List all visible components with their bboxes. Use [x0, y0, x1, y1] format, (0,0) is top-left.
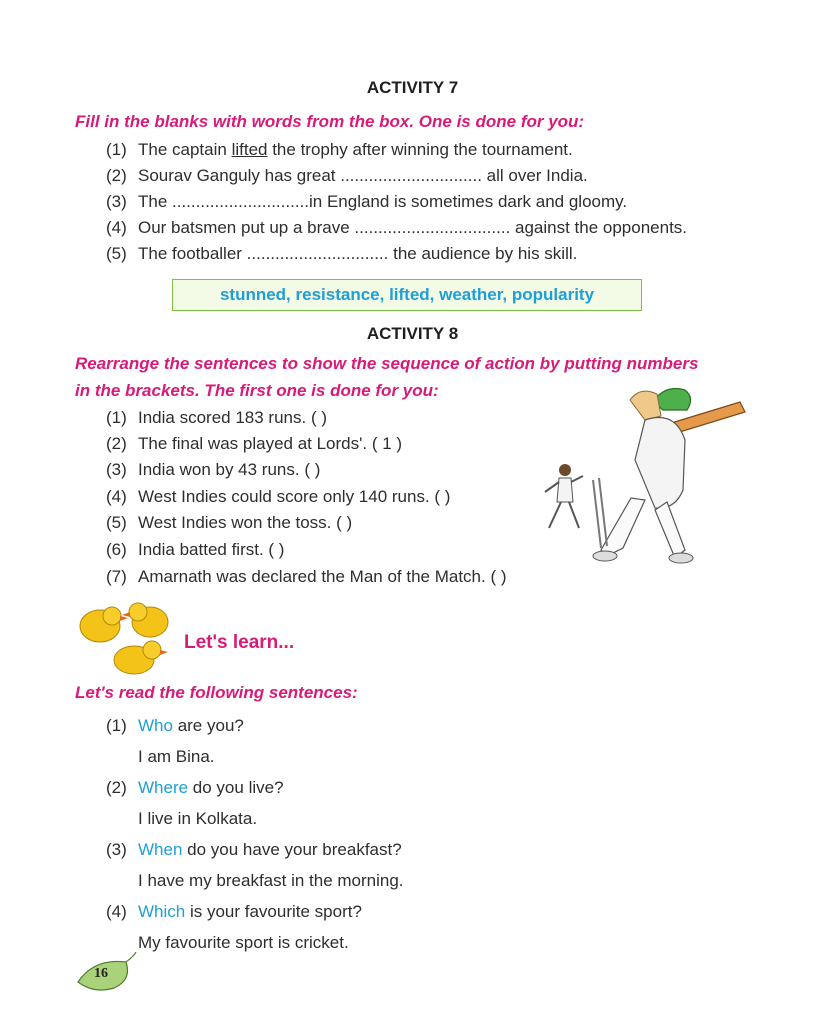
question-word: Where	[138, 778, 189, 797]
activity7-item-5	[106, 244, 577, 264]
activity8-item-4	[106, 487, 450, 507]
activity8-item-5	[106, 513, 352, 533]
item-text: India won by 43 runs. ( )	[138, 460, 321, 479]
activity7-item-3	[106, 192, 627, 212]
activity8-item-2	[106, 434, 402, 454]
item-text: Amarnath was declared the Man of the Match. ( )	[138, 567, 507, 586]
activity8-item-1	[106, 408, 327, 428]
item-number: (6)	[106, 540, 127, 559]
item-number: (5)	[106, 244, 127, 263]
question-text: do you live?	[188, 778, 284, 797]
item-number: (7)	[106, 567, 127, 586]
question-2	[106, 778, 284, 798]
lets-learn-title: Let's learn...	[184, 632, 295, 653]
chicks-illustration	[72, 598, 177, 680]
word-box: stunned, resistance, lifted, weather, popularity	[172, 279, 642, 311]
item-number: (3)	[106, 192, 127, 211]
item-text: The final was played at Lords'. ( 1 )	[138, 434, 403, 453]
activity8-title: ACTIVITY 8	[366, 324, 459, 343]
activity8-item-7	[106, 567, 507, 587]
answer-4: My favourite sport is cricket.	[138, 933, 349, 952]
answer-3: I have my breakfast in the morning.	[138, 871, 404, 890]
item-number: (3)	[106, 840, 127, 859]
question-1	[106, 716, 244, 736]
item-number: (5)	[106, 513, 127, 532]
item-number: (4)	[106, 218, 127, 237]
item-text-pre: The captain	[138, 140, 232, 159]
question-3	[106, 840, 402, 860]
item-number: (2)	[106, 166, 127, 185]
item-number: (1)	[106, 716, 127, 735]
activity7-instruction: Fill in the blanks with words from the box. One is done for you:	[75, 112, 585, 131]
page-number: 16	[94, 966, 108, 981]
item-number: (1)	[106, 408, 127, 427]
item-number: (4)	[106, 487, 127, 506]
item-number: (2)	[106, 434, 127, 453]
item-text: The .............................in England is sometimes dark and gloomy.	[138, 192, 628, 211]
item-number: (3)	[106, 460, 127, 479]
answer-1: I am Bina.	[138, 747, 215, 766]
question-text: do you have your breakfast?	[182, 840, 402, 859]
question-word: Who	[138, 716, 173, 735]
question-text: is your favourite sport?	[185, 902, 362, 921]
activity7-item-4	[106, 218, 687, 238]
question-word: When	[138, 840, 183, 859]
item-text: West Indies won the toss. ( )	[138, 513, 353, 532]
item-text: Sourav Ganguly has great .............................. all over India.	[138, 166, 588, 185]
question-text: are you?	[172, 716, 244, 735]
item-text: India scored 183 runs. ( )	[138, 408, 327, 427]
activity8-item-3	[106, 460, 320, 480]
activity8-instruction-line2: in the brackets. The first one is done for you:	[75, 381, 439, 400]
item-number: (2)	[106, 778, 127, 797]
item-number: (1)	[106, 140, 127, 159]
activity7-title: ACTIVITY 7	[366, 78, 459, 97]
page-number-badge	[74, 952, 138, 996]
question-word: Which	[138, 902, 186, 921]
item-answer: lifted	[231, 140, 268, 159]
question-4	[106, 902, 362, 922]
item-text-post: the trophy after winning the tournament.	[267, 140, 573, 159]
item-text: India batted first. ( )	[138, 540, 285, 559]
answer-2: I live in Kolkata.	[138, 809, 258, 828]
item-text: The footballer .............................. the audience by his skill.	[138, 244, 578, 263]
activity7-item-1	[106, 140, 573, 160]
activity8-instruction-line1: Rearrange the sentences to show the sequence of action by putting numbers	[75, 354, 699, 373]
item-number: (4)	[106, 902, 127, 921]
cricket-batsman-illustration	[535, 380, 765, 580]
activity8-item-6	[106, 540, 284, 560]
activity7-item-2	[106, 166, 588, 186]
lets-learn-instruction: Let's read the following sentences:	[75, 683, 358, 702]
item-text: Our batsmen put up a brave ................................. against the opponents.	[138, 218, 688, 237]
item-text: West Indies could score only 140 runs. ( )	[138, 487, 451, 506]
